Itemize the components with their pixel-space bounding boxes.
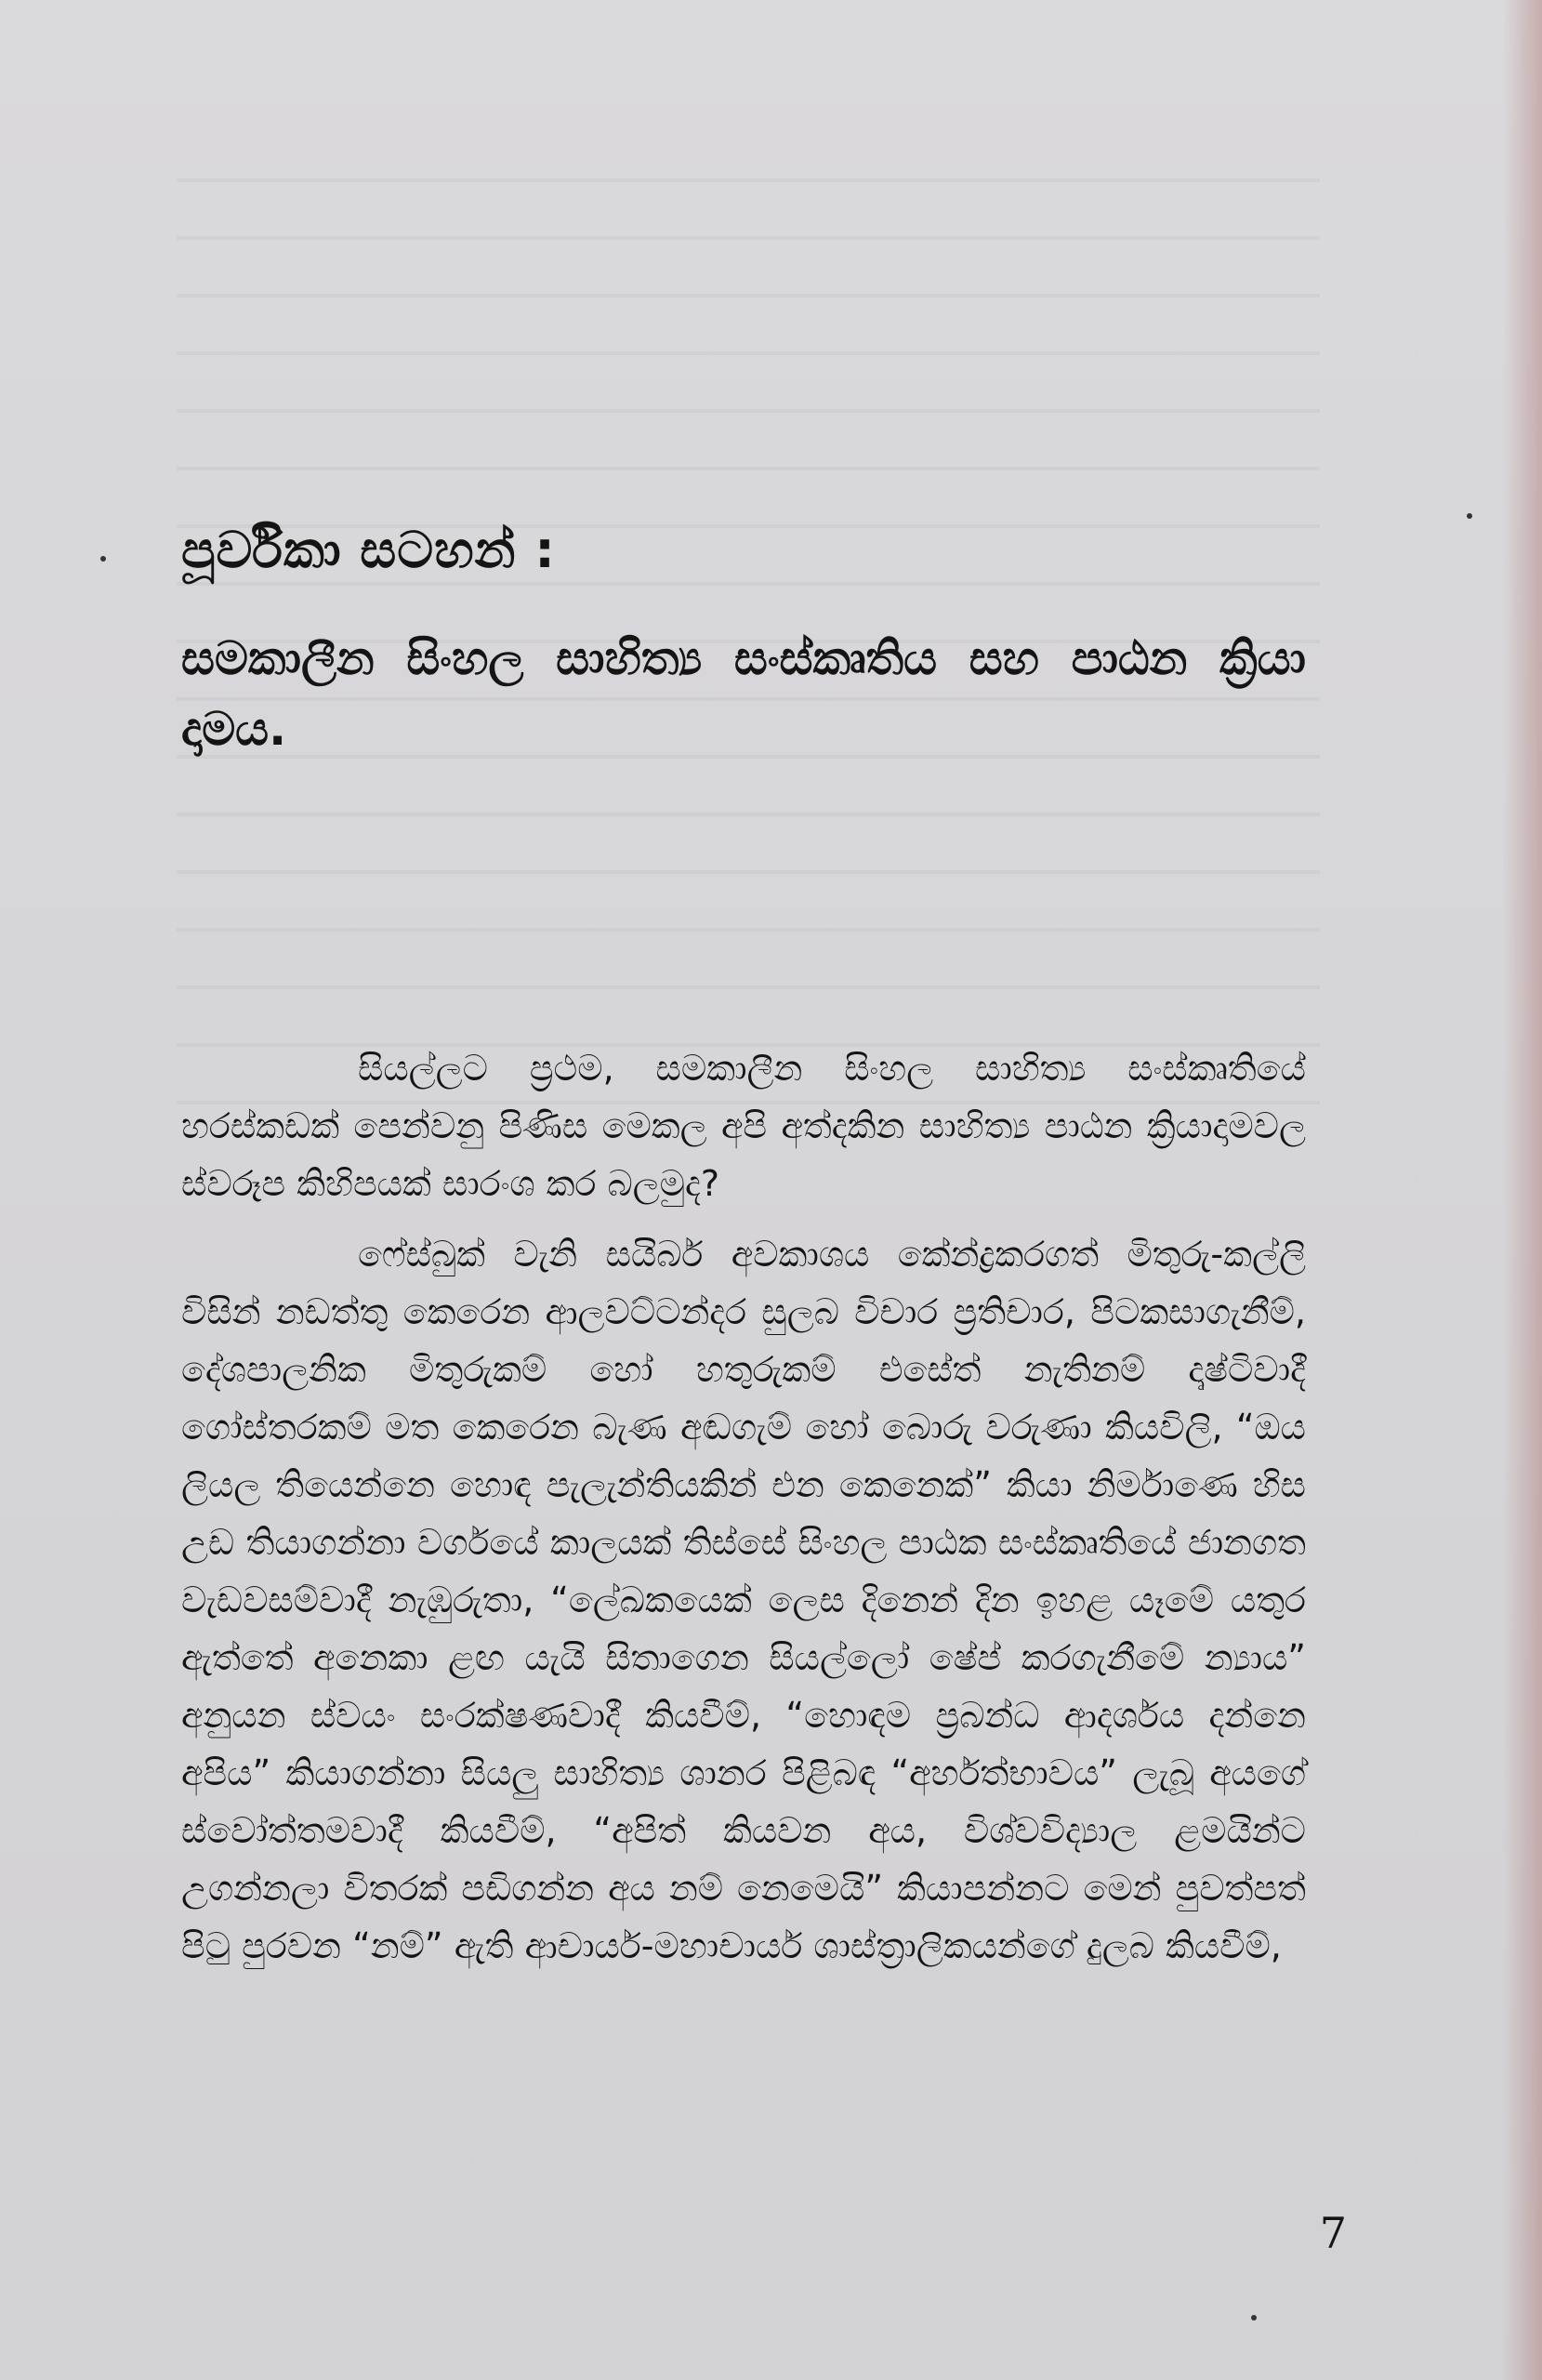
section-heading: පූර්විකා සටහන් : (181, 521, 556, 579)
page-edge-shadow (1503, 0, 1542, 2380)
body-text (181, 1039, 1306, 1988)
section-subheading: සමකාලීන සිංහල සාහිත්‍ය සංස්කෘතිය සහ පාඨන ක්‍රියා දාමය. (181, 631, 1306, 756)
speck (1467, 513, 1472, 519)
speck (1251, 2315, 1257, 2320)
paragraph: සියල්ලට ප්‍රථම, සමකාලීන සිංහල සාහිත්‍ය සංස්කෘතියේ හරස්කඩක් පෙන්වනු පිණිස මෙකල අපි අත්දකින සාහිත්‍ය පාඨන ක්‍රියාදාමවල ස්වරූප කිහිපයක් සාරංශ කර බලමුද? (181, 1048, 1306, 1204)
paragraph: ෆේස්බුක් වැනි සයිබර් අවකාශය කේන්ද්‍රකරගත් මිතුරු-කල්ලි විසින් නඩත්තු කෙරෙන ආලවට්ටන්දර සුලබ විචාර ප්‍රතිචාර, පිටකසාගැනීම්, දේශපාලනික මිතුරුකම් හෝ හතුරුකම් එසේත් නැතිනම් දෘෂ්ටිවාදී ගෝස්තරකම් මත කෙරෙන බැණ අඬගැම් හෝ බොරු වරුණා කියවිලි, “ඔය ලියල තියෙන්නෙ හොඳ පැලැන්තියකින් එන කෙනෙක්” කියා නිර්මාණෙ හිස උඩ තියාගන්නා වර්ගයේ කාලයක් තිස්සේ සිංහල පාඨක සංස්කෘතියේ ජානගත වැඩවසම්වාදී නැඹුරුතා, “ලේඛකයෙක් ලෙස දිනෙන් දින ඉහළ යෑමේ යතුර ඇත්තේ අනෙකා ළඟ යැයි සිතාගෙන සියල්ලෝ ෂේප් කරගැනීමේ න්‍යාය” අනුයන ස්වයං සංරක්ෂණවාදී කියවීම්, “හොඳම ප්‍රබන්ධ ආදර්ශය දන්නෙ අපිය” කියාගන්නා සියලු සාහිත්‍ය ශානර පිළිබඳ “අර්හත්භාවය” ලැබූ අයගේ ස්වෝත්තමවාදී කියවීම්, “අපිත් කියවන අය, විශ්වවිද්‍යාල ළමයින්ට උගන්නලා විතරක් පඩිගන්න අය නම් නෙමෙයි” කියාපන්නට මෙන් පුවත්පත් පිටු පුරවන “නම්” ඇති ආචාර්ය-මහාචාර්ය ශාස්ත්‍රාලිකයන්ගේ දුලබ කියවීම්, (181, 1234, 1306, 1966)
speck (100, 556, 106, 562)
page-number: 7 (1319, 2208, 1347, 2258)
